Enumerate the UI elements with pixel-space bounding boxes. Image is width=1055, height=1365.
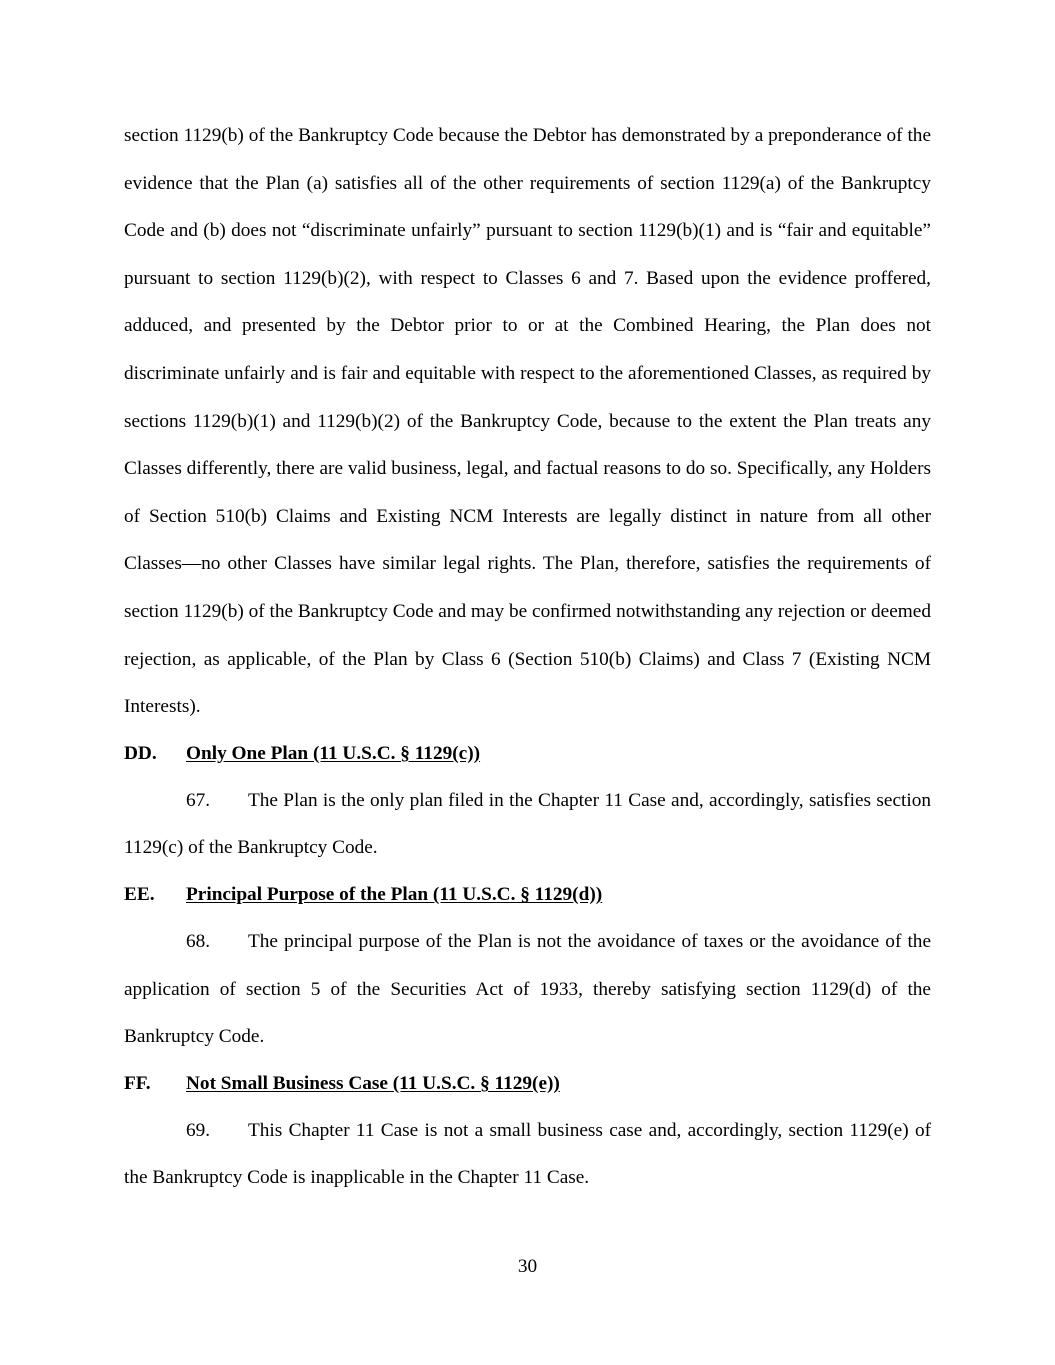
paragraph-text: The principal purpose of the Plan is not the avoidance of taxes or the avoidance of the application of section 5 of the Securities Act of 1933, thereby satisfying section 1129(d) of the Bankruptcy Code. — [124, 930, 931, 1048]
section-title: Not Small Business Case (11 U.S.C. § 1129(e)) — [186, 1072, 560, 1094]
paragraph-text: The Plan is the only plan filed in the Chapter 11 Case and, accordingly, satisfies section 1129(c) of the Bankruptcy Code. — [124, 789, 931, 859]
paragraph-number: 67. — [186, 789, 211, 811]
section-heading — [124, 731, 931, 777]
section-label: EE. — [124, 883, 155, 905]
numbered-paragraph — [124, 777, 931, 872]
section-heading — [124, 872, 931, 918]
section-label: DD. — [124, 742, 157, 764]
section-ff — [124, 1061, 931, 1202]
section-title: Principal Purpose of the Plan (11 U.S.C. § 1129(d)) — [186, 883, 603, 905]
numbered-paragraph — [124, 918, 931, 1061]
section-ee — [124, 872, 931, 1061]
section-dd — [124, 731, 931, 872]
section-title: Only One Plan (11 U.S.C. § 1129(c)) — [186, 742, 481, 764]
paragraph-number: 69. — [186, 1119, 211, 1141]
section-label: FF. — [124, 1072, 151, 1094]
paragraph-text: This Chapter 11 Case is not a small business case and, accordingly, section 1129(e) of the Bankruptcy Code is inapplicable in the Chapter 11 Case. — [124, 1119, 931, 1189]
numbered-paragraph — [124, 1107, 931, 1202]
document-page — [124, 112, 931, 1202]
section-heading — [124, 1061, 931, 1107]
paragraph-number: 68. — [186, 930, 211, 952]
page-number: 30 — [517, 1256, 538, 1277]
continuation-paragraph: section 1129(b) of the Bankruptcy Code because the Debtor has demonstrated by a preponderance of the evidence that the Plan (a) satisfies all of the other requirements of section 1129(a) of the Bankruptcy Code and (b) does not “discriminate unfairly” pursuant to section 1129(b)(1) and is “fair and equitable” pursuant to section 1129(b)(2), with respect to Classes 6 and 7. Based upon the evidence proffered, adduced, and presented by the Debtor prior to or at the Combined Hearing, the Plan does not discriminate unfairly and is fair and equitable with respect to the aforementioned Classes, as required by sections 1129(b)(1) and 1129(b)(2) of the Bankruptcy Code, because to the extent the Plan treats any Classes differently, there are valid business, legal, and factual reasons to do so. Specifically, any Holders of Section 510(b) Claims and Existing NCM Interests are legally distinct in nature from all other Classes—no other Classes have similar legal rights. The Plan, therefore, satisfies the requirements of section 1129(b) of the Bankruptcy Code and may be confirmed notwithstanding any rejection or deemed rejection, as applicable, of the Plan by Class 6 (Section 510(b) Claims) and Class 7 (Existing NCM Interests). — [124, 125, 931, 718]
